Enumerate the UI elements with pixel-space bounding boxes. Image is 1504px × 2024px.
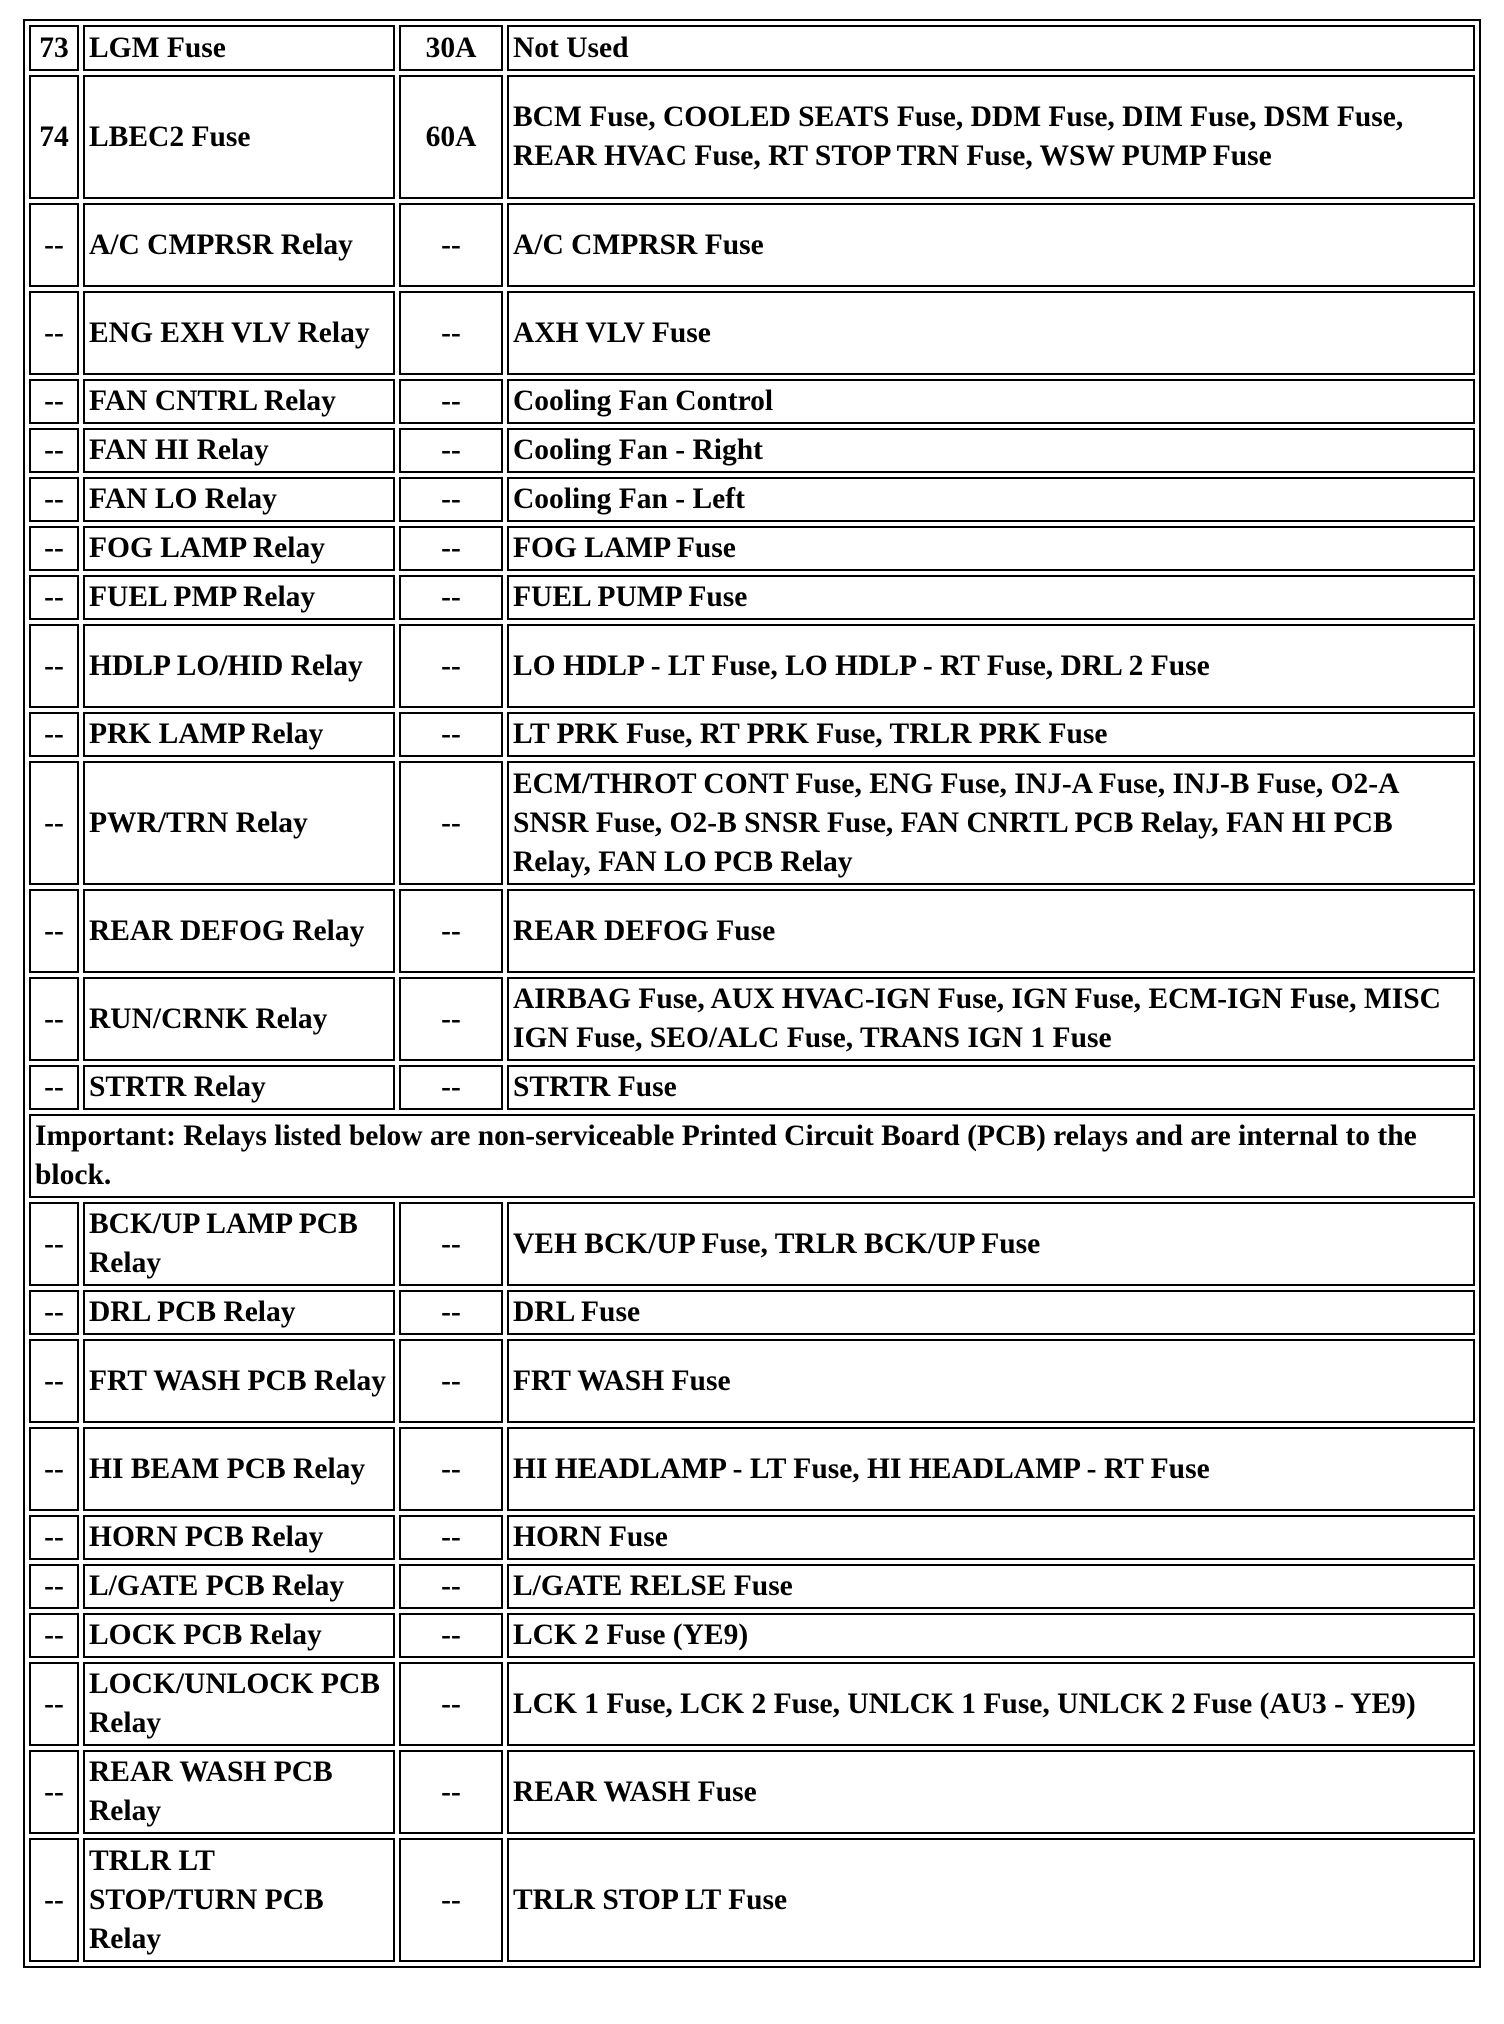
important-note: Important: Relays listed below are non-serviceable Printed Circuit Board (PCB) relays and are internal to the block. <box>29 1114 1475 1198</box>
circuit-description: Cooling Fan - Right <box>507 428 1475 473</box>
row-number: -- <box>29 203 79 287</box>
component-name: HORN PCB Relay <box>83 1515 395 1560</box>
row-number: -- <box>29 1202 79 1286</box>
row-number: -- <box>29 889 79 973</box>
row-number: -- <box>29 1613 79 1658</box>
table-row <box>29 1662 1475 1746</box>
amperage: -- <box>399 379 503 424</box>
row-number: -- <box>29 575 79 620</box>
amperage: -- <box>399 1613 503 1658</box>
table-row <box>29 25 1475 71</box>
component-name: FAN CNTRL Relay <box>83 379 395 424</box>
note-row <box>29 1114 1475 1198</box>
table-row <box>29 712 1475 757</box>
component-name: FUEL PMP Relay <box>83 575 395 620</box>
component-name: L/GATE PCB Relay <box>83 1564 395 1609</box>
amperage: -- <box>399 1065 503 1110</box>
circuit-description: AIRBAG Fuse, AUX HVAC-IGN Fuse, IGN Fuse, ECM-IGN Fuse, MISC IGN Fuse, SEO/ALC Fuse, TRANS IGN 1 Fuse <box>507 977 1475 1061</box>
circuit-description: TRLR STOP LT Fuse <box>507 1838 1475 1962</box>
table-row <box>29 428 1475 473</box>
amperage: 60A <box>399 75 503 199</box>
table-row <box>29 1339 1475 1423</box>
table-row <box>29 1613 1475 1658</box>
amperage: -- <box>399 203 503 287</box>
component-name: FAN LO Relay <box>83 477 395 522</box>
row-number: -- <box>29 291 79 375</box>
table-row <box>29 1065 1475 1110</box>
amperage: -- <box>399 526 503 571</box>
component-name: HI BEAM PCB Relay <box>83 1427 395 1511</box>
table-row <box>29 379 1475 424</box>
circuit-description: FOG LAMP Fuse <box>507 526 1475 571</box>
table-row <box>29 526 1475 571</box>
table-row <box>29 761 1475 885</box>
circuit-description: ECM/THROT CONT Fuse, ENG Fuse, INJ-A Fuse, INJ-B Fuse, O2-A SNSR Fuse, O2-B SNSR Fuse, FAN CNRTL PCB Relay, FAN HI PCB Relay, FAN LO PCB Relay <box>507 761 1475 885</box>
circuit-description: A/C CMPRSR Fuse <box>507 203 1475 287</box>
amperage: -- <box>399 428 503 473</box>
component-name: REAR DEFOG Relay <box>83 889 395 973</box>
circuit-description: DRL Fuse <box>507 1290 1475 1335</box>
circuit-description: REAR DEFOG Fuse <box>507 889 1475 973</box>
component-name: REAR WASH PCB Relay <box>83 1750 395 1834</box>
amperage: -- <box>399 1662 503 1746</box>
circuit-description: L/GATE RELSE Fuse <box>507 1564 1475 1609</box>
circuit-description: LCK 2 Fuse (YE9) <box>507 1613 1475 1658</box>
row-number: 73 <box>29 25 79 71</box>
circuit-description: Cooling Fan Control <box>507 379 1475 424</box>
table-row <box>29 1750 1475 1834</box>
component-name: LBEC2 Fuse <box>83 75 395 199</box>
table-row <box>29 575 1475 620</box>
row-number: -- <box>29 1065 79 1110</box>
row-number: -- <box>29 1339 79 1423</box>
amperage: -- <box>399 712 503 757</box>
component-name: A/C CMPRSR Relay <box>83 203 395 287</box>
circuit-description: LCK 1 Fuse, LCK 2 Fuse, UNLCK 1 Fuse, UNLCK 2 Fuse (AU3 - YE9) <box>507 1662 1475 1746</box>
circuit-description: STRTR Fuse <box>507 1065 1475 1110</box>
row-number: -- <box>29 1838 79 1962</box>
table-row <box>29 75 1475 199</box>
row-number: -- <box>29 379 79 424</box>
component-name: LOCK PCB Relay <box>83 1613 395 1658</box>
amperage: -- <box>399 1290 503 1335</box>
component-name: LOCK/UNLOCK PCB Relay <box>83 1662 395 1746</box>
amperage: -- <box>399 575 503 620</box>
component-name: LGM Fuse <box>83 25 395 71</box>
circuit-description: LO HDLP - LT Fuse, LO HDLP - RT Fuse, DRL 2 Fuse <box>507 624 1475 708</box>
table-row <box>29 1564 1475 1609</box>
circuit-description: FRT WASH Fuse <box>507 1339 1475 1423</box>
circuit-description: Cooling Fan - Left <box>507 477 1475 522</box>
amperage: 30A <box>399 25 503 71</box>
circuit-description: REAR WASH Fuse <box>507 1750 1475 1834</box>
table-row <box>29 1202 1475 1286</box>
row-number: -- <box>29 1750 79 1834</box>
component-name: FOG LAMP Relay <box>83 526 395 571</box>
amperage: -- <box>399 291 503 375</box>
row-number: 74 <box>29 75 79 199</box>
row-number: -- <box>29 428 79 473</box>
table-row <box>29 291 1475 375</box>
component-name: FRT WASH PCB Relay <box>83 1339 395 1423</box>
component-name: PRK LAMP Relay <box>83 712 395 757</box>
circuit-description: BCM Fuse, COOLED SEATS Fuse, DDM Fuse, DIM Fuse, DSM Fuse, REAR HVAC Fuse, RT STOP TRN Fuse, WSW PUMP Fuse <box>507 75 1475 199</box>
component-name: BCK/UP LAMP PCB Relay <box>83 1202 395 1286</box>
table-row <box>29 477 1475 522</box>
amperage: -- <box>399 477 503 522</box>
circuit-description: VEH BCK/UP Fuse, TRLR BCK/UP Fuse <box>507 1202 1475 1286</box>
component-name: ENG EXH VLV Relay <box>83 291 395 375</box>
table-row <box>29 1515 1475 1560</box>
fuse-relay-table <box>23 19 1481 1968</box>
row-number: -- <box>29 526 79 571</box>
row-number: -- <box>29 1564 79 1609</box>
circuit-description: Not Used <box>507 25 1475 71</box>
circuit-description: AXH VLV Fuse <box>507 291 1475 375</box>
row-number: -- <box>29 477 79 522</box>
amperage: -- <box>399 1427 503 1511</box>
amperage: -- <box>399 1838 503 1962</box>
table-row <box>29 1290 1475 1335</box>
circuit-description: HI HEADLAMP - LT Fuse, HI HEADLAMP - RT Fuse <box>507 1427 1475 1511</box>
amperage: -- <box>399 1564 503 1609</box>
component-name: HDLP LO/HID Relay <box>83 624 395 708</box>
table-row <box>29 624 1475 708</box>
amperage: -- <box>399 1515 503 1560</box>
amperage: -- <box>399 889 503 973</box>
row-number: -- <box>29 977 79 1061</box>
component-name: STRTR Relay <box>83 1065 395 1110</box>
circuit-description: LT PRK Fuse, RT PRK Fuse, TRLR PRK Fuse <box>507 712 1475 757</box>
circuit-description: FUEL PUMP Fuse <box>507 575 1475 620</box>
component-name: TRLR LT STOP/TURN PCB Relay <box>83 1838 395 1962</box>
amperage: -- <box>399 1339 503 1423</box>
table-body <box>29 25 1475 1962</box>
circuit-description: HORN Fuse <box>507 1515 1475 1560</box>
row-number: -- <box>29 624 79 708</box>
row-number: -- <box>29 1515 79 1560</box>
component-name: DRL PCB Relay <box>83 1290 395 1335</box>
amperage: -- <box>399 761 503 885</box>
amperage: -- <box>399 624 503 708</box>
amperage: -- <box>399 1202 503 1286</box>
amperage: -- <box>399 1750 503 1834</box>
table-row <box>29 889 1475 973</box>
component-name: RUN/CRNK Relay <box>83 977 395 1061</box>
component-name: PWR/TRN Relay <box>83 761 395 885</box>
row-number: -- <box>29 1662 79 1746</box>
fuse-relay-table-container <box>23 19 1481 1968</box>
row-number: -- <box>29 1427 79 1511</box>
table-row <box>29 977 1475 1061</box>
amperage: -- <box>399 977 503 1061</box>
table-row <box>29 203 1475 287</box>
row-number: -- <box>29 1290 79 1335</box>
row-number: -- <box>29 712 79 757</box>
table-row <box>29 1427 1475 1511</box>
row-number: -- <box>29 761 79 885</box>
component-name: FAN HI Relay <box>83 428 395 473</box>
table-row <box>29 1838 1475 1962</box>
